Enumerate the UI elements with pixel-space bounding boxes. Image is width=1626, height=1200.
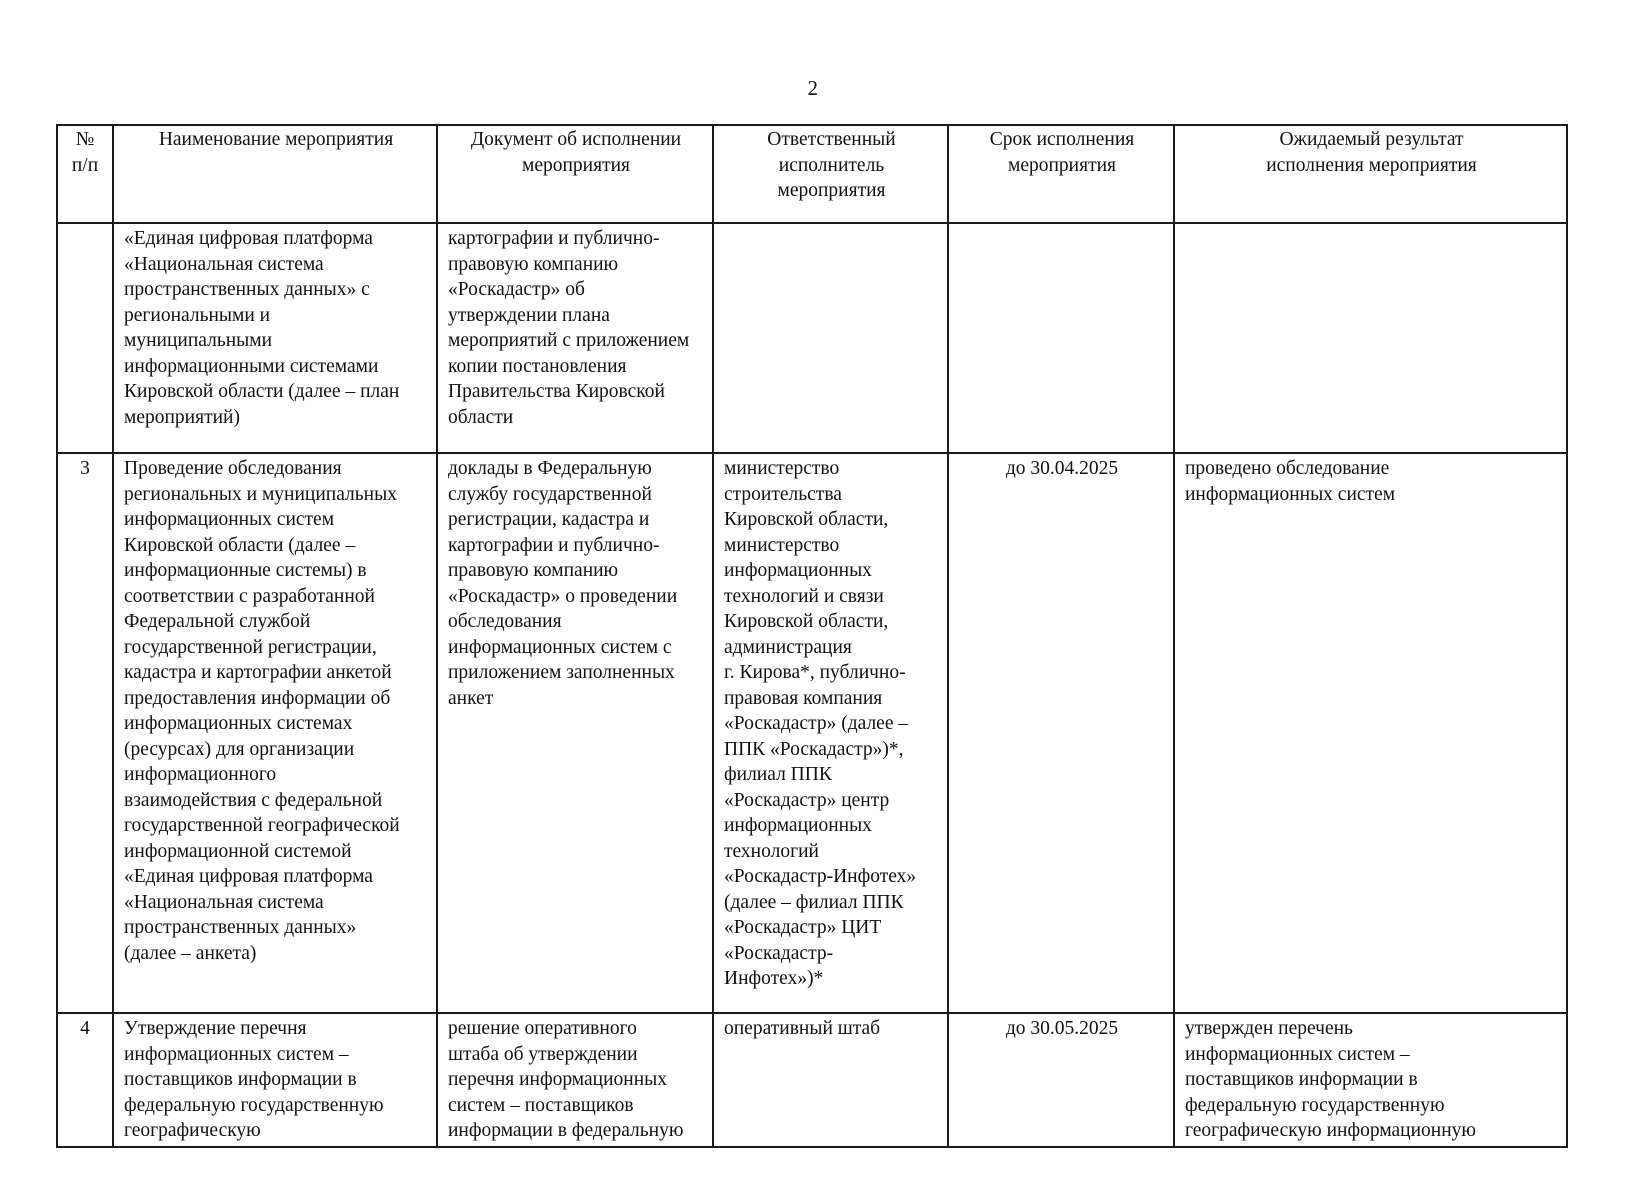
cell-name: Проведение обследования региональных и муниципальных информационных систем Кировской области (далее – информационные системы) в соответствии с разработанной Федеральной службой государственной регистрации, кадастра и картографии анкетой предоставления информации об информационных системах (ресурсах) для организации информационного взаимодействия с федеральной государственной географической информационной системой «Единая цифровая платформа «Национальная система пространственных данных» (далее – анкета) — [113, 453, 437, 1013]
cell-responsible — [713, 223, 948, 453]
cell-num: 3 — [57, 453, 113, 1013]
cell-result: проведено обследование информационных систем — [1174, 453, 1567, 1013]
cell-name: Утверждение перечня информационных систем – поставщиков информации в федеральную государственную географическую — [113, 1013, 437, 1147]
table-row — [57, 1013, 1567, 1147]
table-row — [57, 453, 1567, 1013]
header-responsible: Ответственный исполнитель мероприятия — [713, 125, 948, 223]
cell-name: «Единая цифровая платформа «Национальная система пространственных данных» с региональными и муниципальными информационными системами Кировской области (далее – план мероприятий) — [113, 223, 437, 453]
cell-responsible: оперативный штаб — [713, 1013, 948, 1147]
cell-deadline: до 30.05.2025 — [948, 1013, 1174, 1147]
table-row — [57, 223, 1567, 453]
header-document: Документ об исполнении мероприятия — [437, 125, 713, 223]
cell-responsible: министерство строительства Кировской области, министерство информационных технологий и связи Кировской области, администрация г. Кирова*, публично- правовая компания «Роскадастр» (далее – ППК «Роскадастр»)*, филиал ППК «Роскадастр» центр информационных технологий «Роскадастр-Инфотех» (далее – филиал ППК «Роскадастр» ЦИТ «Роскадастр- Инфотех»)* — [713, 453, 948, 1013]
cell-result — [1174, 223, 1567, 453]
cell-deadline: до 30.04.2025 — [948, 453, 1174, 1013]
header-num: № п/п — [57, 125, 113, 223]
cell-document: доклады в Федеральную службу государственной регистрации, кадастра и картографии и публично- правовую компанию «Роскадастр» о проведении обследования информационных систем с приложением заполненных анкет — [437, 453, 713, 1013]
cell-num: 4 — [57, 1013, 113, 1147]
header-deadline: Срок исполнения мероприятия — [948, 125, 1174, 223]
cell-num — [57, 223, 113, 453]
cell-document: картографии и публично- правовую компанию «Роскадастр» об утверждении плана мероприятий с приложением копии постановления Правительства Кировской области — [437, 223, 713, 453]
cell-result: утвержден перечень информационных систем – поставщиков информации в федеральную государственную географическую информационную — [1174, 1013, 1567, 1147]
cell-deadline — [948, 223, 1174, 453]
page-number: 2 — [807, 76, 819, 100]
activities-table — [56, 124, 1568, 1148]
table-header-row — [57, 125, 1567, 223]
cell-document: решение оперативного штаба об утверждении перечня информационных систем – поставщиков информации в федеральную — [437, 1013, 713, 1147]
header-result: Ожидаемый результат исполнения мероприятия — [1174, 125, 1567, 223]
header-name: Наименование мероприятия — [113, 125, 437, 223]
